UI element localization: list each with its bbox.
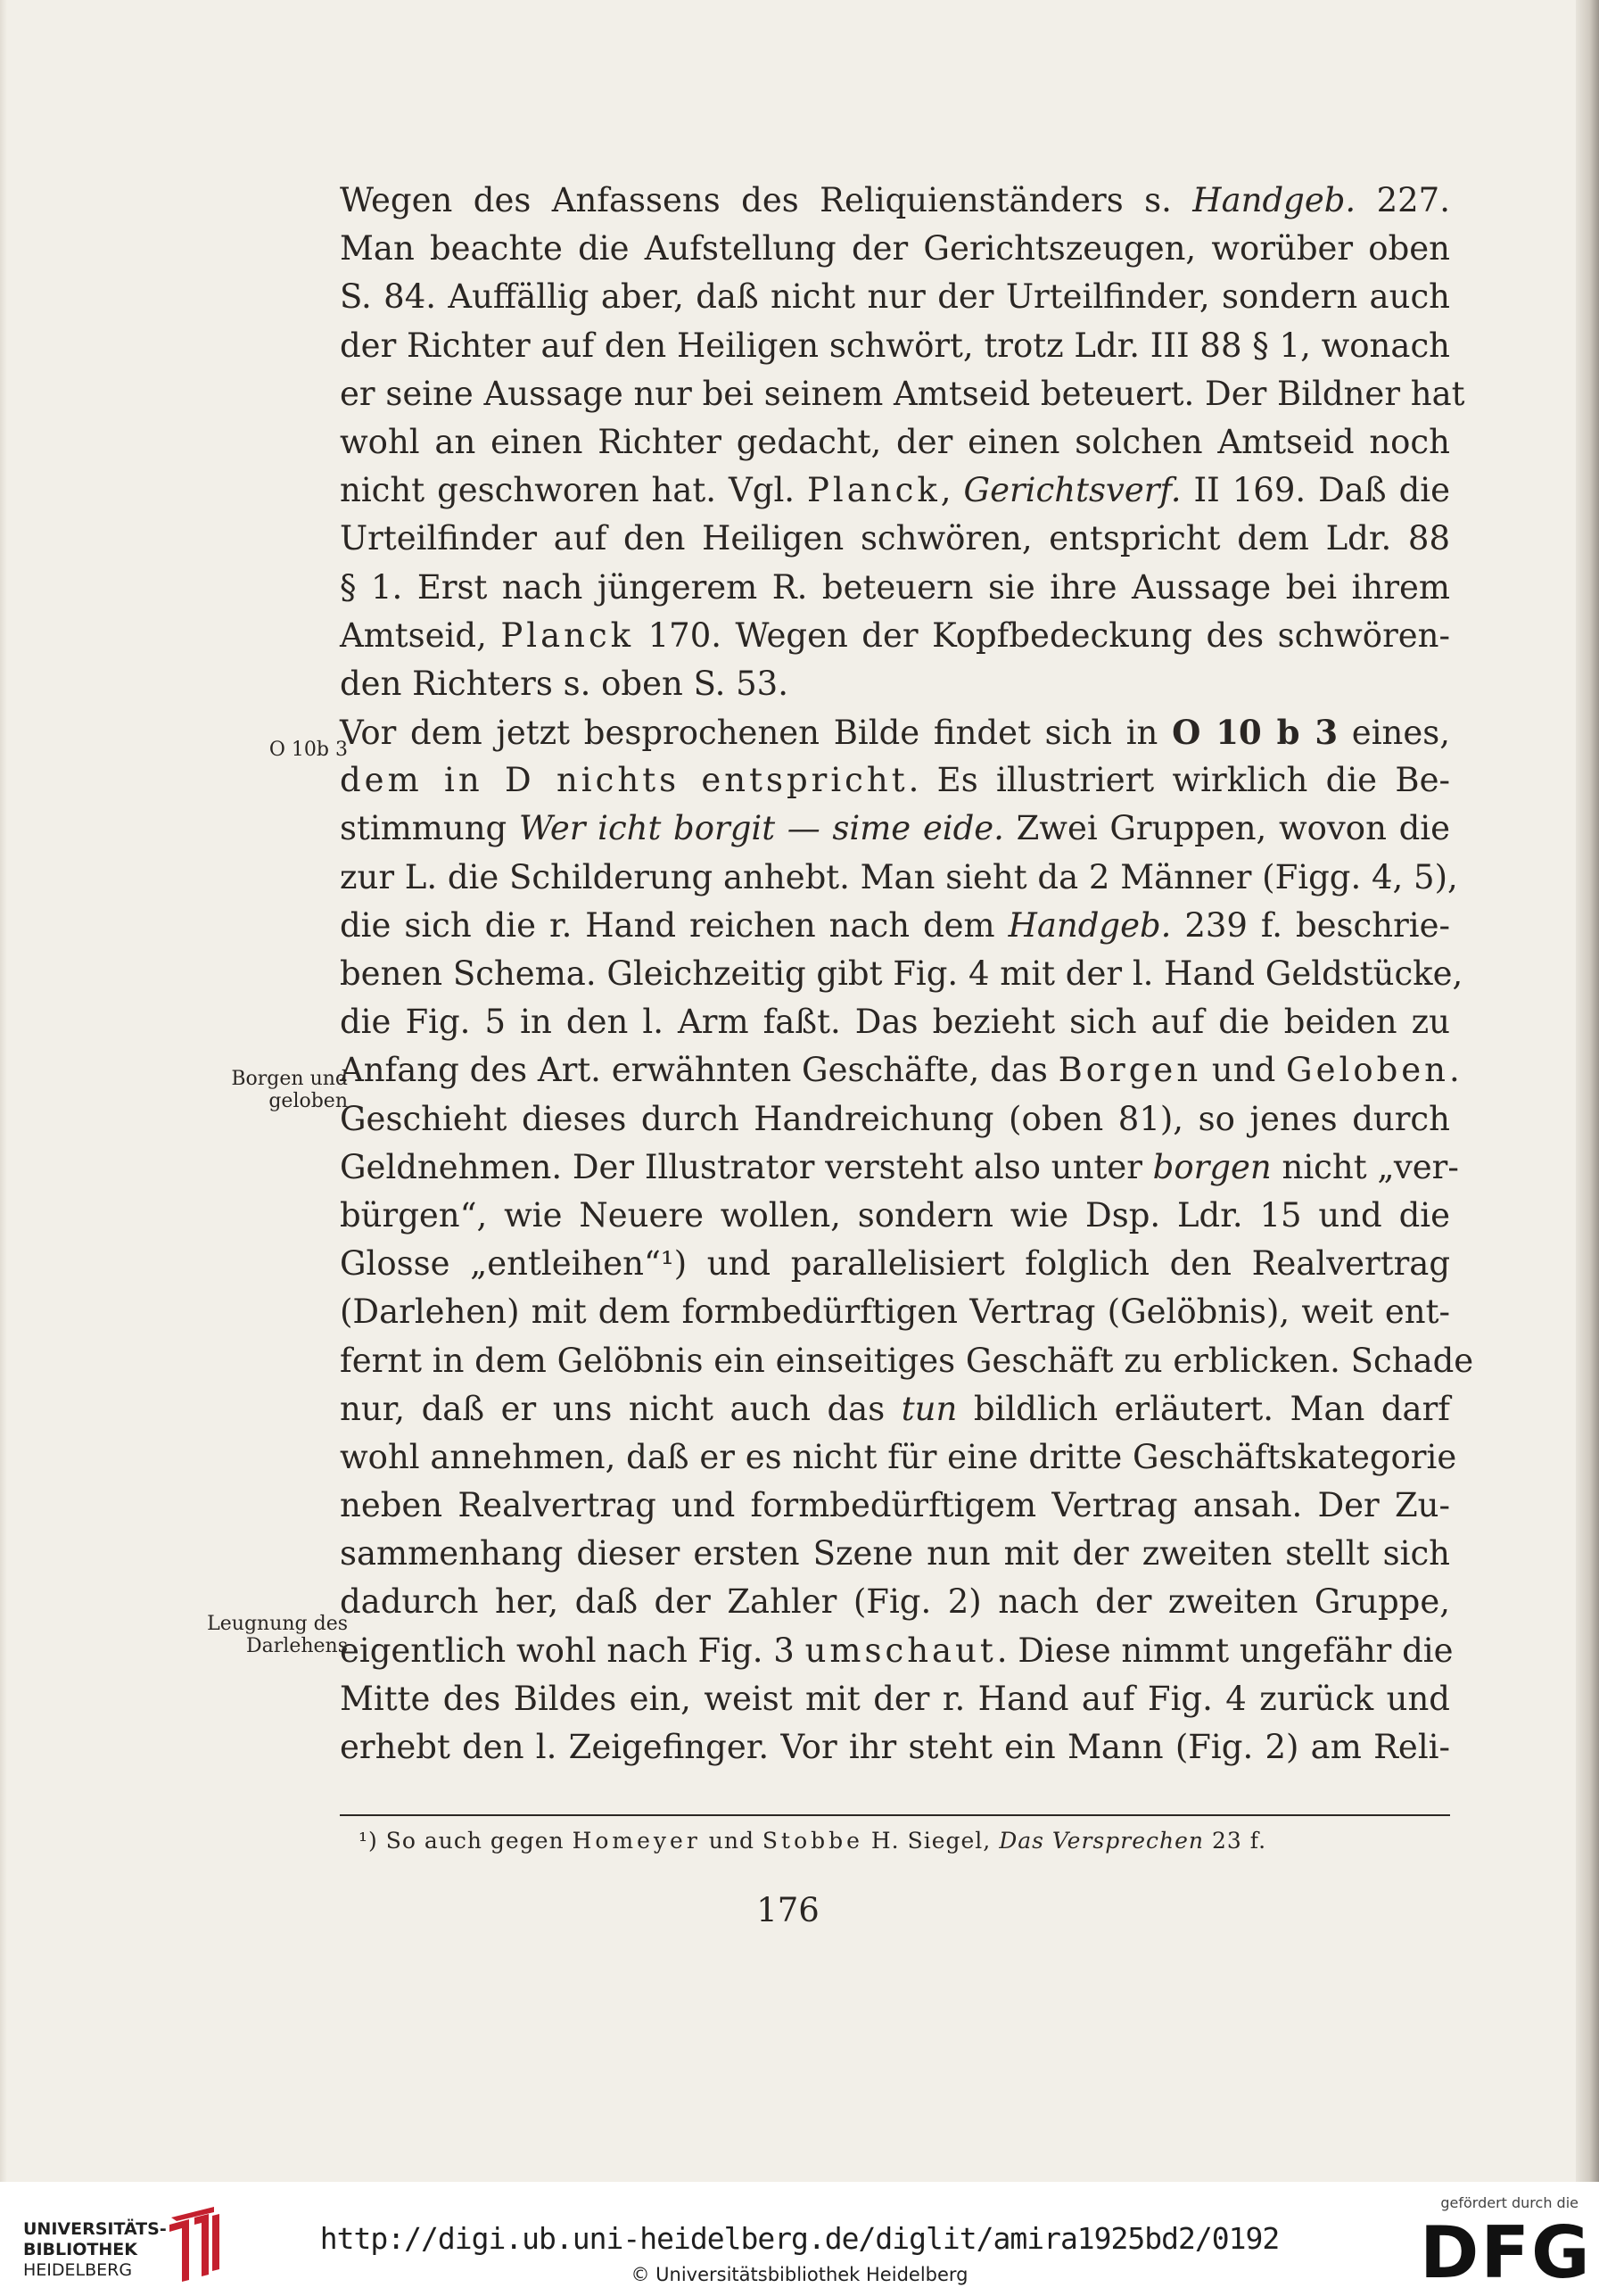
text-line-em: Gerichtsverf. [963, 471, 1182, 510]
text-line-pre: sammenhang dieser ersten Szene nun mit der zweiten stellt sich [340, 1534, 1450, 1573]
text-line [340, 854, 1458, 902]
footnote-rule [340, 1814, 1450, 1816]
text-line [340, 322, 1450, 370]
text-line-post: II 169. Daß die [1181, 471, 1450, 510]
text-line-pre: eigentlich wohl nach Fig. 3 [340, 1631, 805, 1670]
text-line-pre: stimmung [340, 809, 519, 848]
text-line [340, 660, 1450, 708]
ub-logo-line1: UNIVERSITÄTS- [23, 2219, 167, 2239]
footnote-homeyer: Homeyer [572, 1828, 701, 1854]
text-line [340, 515, 1450, 563]
text-line [340, 1482, 1450, 1530]
text-line [340, 1578, 1450, 1626]
text-line [340, 756, 1450, 805]
text-line-pre: die Fig. 5 in den l. Arm faßt. Das bezieht sich auf die beiden zu [340, 1003, 1450, 1042]
text-line [340, 370, 1465, 418]
margin-note-leugnung-line1: Leugnung des [207, 1613, 348, 1635]
text-line-pre: Wegen des Anfassens des Reliquienständers s. [340, 181, 1193, 219]
text-line [340, 1723, 1450, 1772]
text-line [340, 1530, 1450, 1578]
text-line [340, 1288, 1450, 1336]
text-line-em: Wer icht borgit — sime eide. [518, 809, 1004, 848]
text-line-pre: (Darlehen) mit dem formbedürftigen Vertrag (Gelöbnis), weit ent- [340, 1293, 1450, 1332]
text-line [340, 1144, 1459, 1192]
text-line-pre: Anfang des Art. erwähnten Geschäfte, das [340, 1051, 1059, 1090]
text-line-mid: und [1201, 1051, 1287, 1090]
margin-note-o10b3 [152, 739, 348, 761]
text-line-post: . [1449, 1051, 1460, 1090]
text-line-pre: Glosse „entleihen“¹) und parallelisiert folglich den Realvertrag [340, 1244, 1450, 1284]
text-line-pre: die sich die r. Hand reichen nach dem [340, 905, 1009, 945]
text-line [340, 612, 1450, 660]
body-text [340, 177, 1474, 1772]
text-line-pre: Amtseid, [340, 615, 501, 655]
dfg-logo[interactable]: DFG [1420, 2211, 1592, 2294]
text-line-post: 170. Wegen der Kopfbedeckung des schwören- [634, 615, 1450, 655]
text-line-pre: dadurch her, daß der Zahler (Fig. 2) nach der zweiten Gruppe, [340, 1582, 1450, 1622]
text-line-sp2: Geloben [1286, 1051, 1450, 1090]
text-line-pre: er seine Aussage nur bei seinem Amtseid beteuert. Der Bildner hat [340, 374, 1465, 413]
text-line-pre: der Richter auf den Heiligen schwört, trotz Ldr. III 88 § 1, wonach [340, 326, 1450, 365]
footnote-stobbe: Stobbe [762, 1828, 863, 1854]
text-line-pre: wohl annehmen, daß er es nicht für eine dritte Geschäftskategorie [340, 1437, 1457, 1476]
text-line-post: eines, [1338, 714, 1451, 753]
text-line-pre: zur L. die Schilderung anhebt. Man sieht da 2 Männer (Figg. 4, 5), [340, 857, 1458, 896]
text-line [340, 1240, 1450, 1288]
text-line [340, 708, 1450, 756]
text-line [340, 1192, 1450, 1240]
text-line-em: tun [901, 1389, 958, 1428]
footnote-title: Das Versprechen [999, 1828, 1204, 1854]
text-line-pre: fernt in dem Gelöbnis ein einseitiges Geschäft zu erblicken. Schade [340, 1341, 1474, 1380]
dfg-funded-note: gefördert durch die [1440, 2194, 1578, 2211]
footnote-text-mid: und [700, 1828, 762, 1854]
text-line [340, 564, 1450, 612]
text-line-pre: Vor dem jetzt besprochenen Bilde findet sich in [340, 714, 1173, 753]
text-line [340, 805, 1450, 853]
text-line-post: 227. [1356, 181, 1450, 219]
text-line-mid: , [940, 471, 964, 510]
text-line-pre: nur, daß er uns nicht auch das [340, 1389, 902, 1428]
text-line-post: nicht „ver- [1271, 1147, 1459, 1186]
text-line [340, 418, 1450, 467]
text-line-pre: S. 84. Auffällig aber, daß nicht nur der Urteilfinder, sondern auch [340, 277, 1450, 317]
margin-note-borgen [152, 1068, 348, 1112]
text-line-pre: nicht geschworen hat. Vgl. [340, 471, 808, 510]
footer-copyright: © Universitätsbibliothek Heidelberg [631, 2264, 968, 2285]
footnote [359, 1823, 1339, 1859]
text-line [340, 1385, 1450, 1433]
page-edge-left [0, 0, 7, 2296]
text-line-pre: Mitte des Bildes ein, weist mit der r. Hand auf Fig. 4 zurück und [340, 1679, 1450, 1718]
text-line-pre: neben Realvertrag und formbedürftigem Vertrag ansah. Der Zu- [340, 1486, 1450, 1525]
footer-bar [0, 2182, 1599, 2296]
text-line-em: Handgeb. [1008, 905, 1172, 945]
footnote-text-post: 23 f. [1204, 1828, 1267, 1854]
text-line-pre: wohl an einen Richter gedacht, der einen solchen Amtseid noch [340, 422, 1450, 461]
text-line-pre: Geldnehmen. Der Illustrator versteht also unter [340, 1147, 1153, 1186]
margin-note-o10b3-text: O 10b 3 [268, 739, 348, 761]
text-line [340, 225, 1450, 273]
ub-logo-line3: HEIDELBERG [23, 2260, 133, 2280]
footnote-marker: ¹) [359, 1828, 378, 1854]
text-line [340, 998, 1450, 1046]
text-line [340, 467, 1450, 515]
page-number: 176 [756, 1891, 820, 1929]
text-line-pre: § 1. Erst nach jüngerem R. beteuern sie ihre Aussage bei ihrem [340, 567, 1450, 607]
text-line-pre: den Richters s. oben S. 53. [340, 664, 788, 703]
footnote-text-mid2: H. Siegel, [862, 1828, 1000, 1854]
text-line-pre: Geschieht dieses durch Handreichung (oben 81), so jenes durch [340, 1099, 1450, 1138]
text-line-sp: dem in D nichts entspricht [340, 761, 909, 800]
text-line-pre: Man beachte die Aufstellung der Gerichtszeugen, worüber oben [340, 229, 1450, 268]
text-line [340, 1337, 1474, 1385]
footnote-text-pre: So auch gegen [377, 1828, 573, 1854]
margin-note-leugnung [152, 1613, 348, 1657]
text-line [340, 1675, 1450, 1723]
text-line-pre: bürgen“, wie Neuere wollen, sondern wie Dsp. Ldr. 15 und die [340, 1195, 1450, 1235]
text-line [340, 950, 1463, 998]
text-line [340, 1433, 1457, 1482]
text-line-em: borgen [1152, 1147, 1272, 1186]
text-line [340, 273, 1450, 321]
text-line [340, 177, 1450, 225]
text-line-bold: O 10 b 3 [1172, 713, 1339, 753]
text-line [340, 1627, 1454, 1675]
text-line-post: 239 f. beschrie- [1171, 905, 1450, 945]
text-line-em: Handgeb. [1192, 181, 1356, 219]
text-line-pre: Urteilfinder auf den Heiligen schwören, entspricht dem Ldr. 88 [340, 519, 1450, 558]
text-line-sp: Borgen [1058, 1051, 1202, 1090]
text-line-pre: benen Schema. Gleichzeitig gibt Fig. 4 mit der l. Hand Geldstücke, [340, 954, 1463, 993]
text-line-post: bildlich erläutert. Man darf [957, 1389, 1450, 1428]
ub-logo-line2: BIBLIOTHEK [23, 2240, 137, 2259]
text-line-post: . Es illustriert wirklich die Be- [908, 761, 1450, 800]
text-line-post: Zwei Gruppen, wovon die [1003, 809, 1450, 848]
text-line-post: . Diese nimmt ungefähr die [996, 1631, 1454, 1670]
page-edge-right [1576, 0, 1599, 2296]
footer-url-link[interactable]: http://digi.ub.uni-heidelberg.de/diglit/amira1925bd2/0192 [319, 2221, 1280, 2256]
margin-note-leugnung-line2: Darlehens [246, 1635, 348, 1657]
text-line [340, 902, 1450, 950]
text-line-sp: umschaut [804, 1631, 997, 1670]
margin-note-borgen-line1: Borgen und [231, 1068, 348, 1090]
margin-note-borgen-line2: geloben [268, 1090, 348, 1112]
text-line-sp: Planck [807, 471, 941, 510]
text-line-sp: Planck [500, 615, 635, 655]
text-line-pre: erhebt den l. Zeigefinger. Vor ihr steht ein Mann (Fig. 2) am Reli- [340, 1728, 1450, 1766]
text-line [340, 1095, 1450, 1144]
text-line [340, 1046, 1460, 1094]
